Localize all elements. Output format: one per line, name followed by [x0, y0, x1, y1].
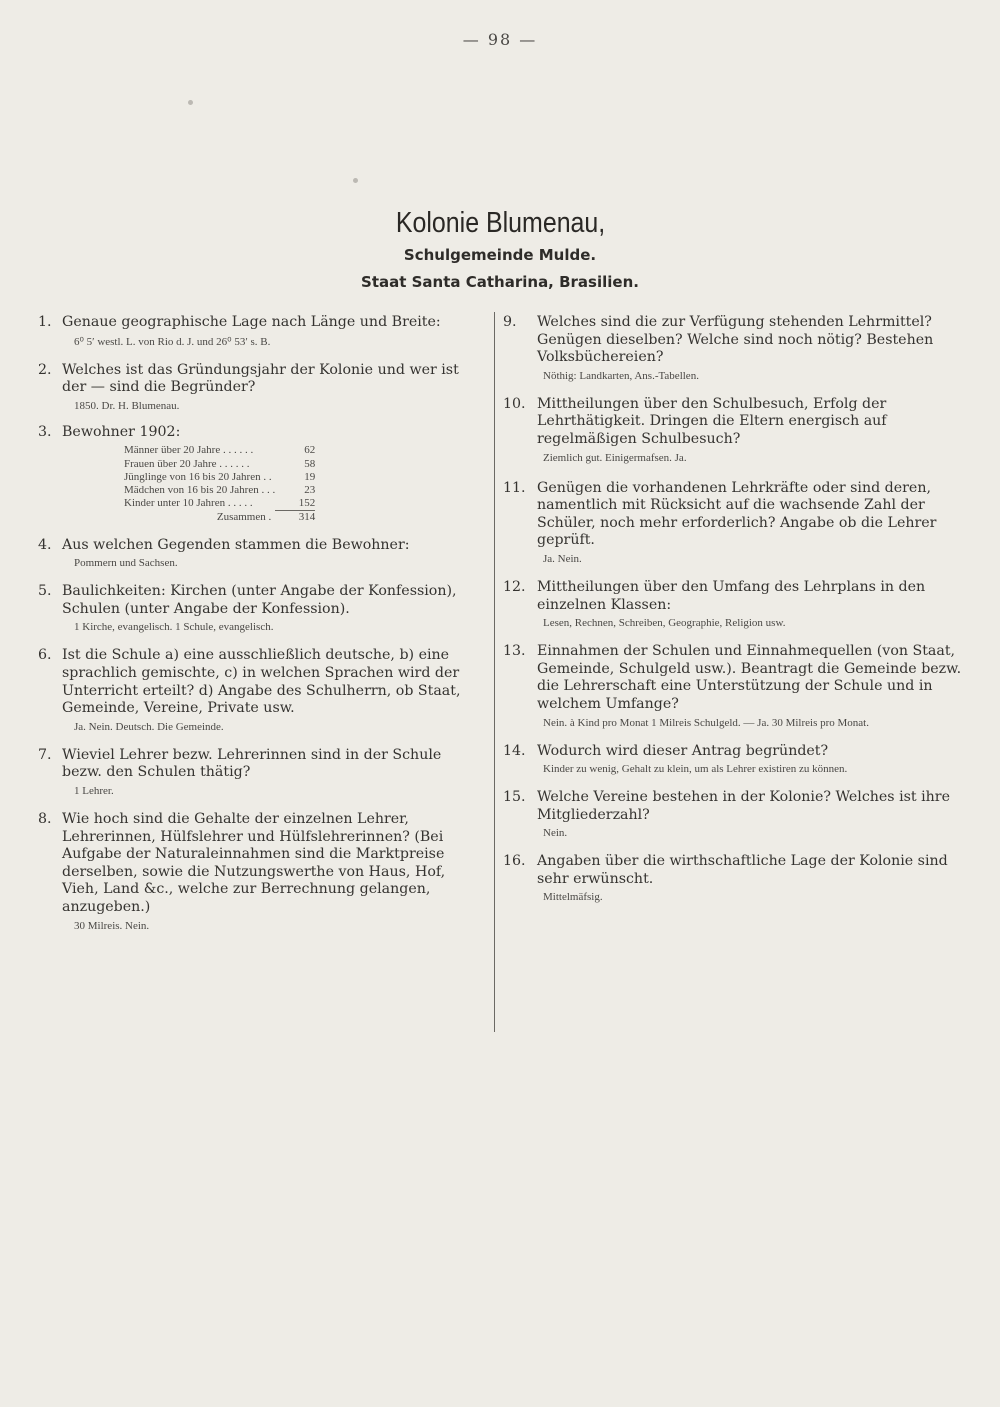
table-total-row [124, 511, 315, 525]
table-cell-label: Jünglinge von 16 bis 20 Jahren . . [124, 470, 272, 483]
question-item [503, 579, 963, 629]
population-table [124, 444, 315, 524]
question-item [503, 314, 963, 382]
table-cell-label: Frauen über 20 Jahre . . . . . . [124, 457, 250, 470]
question-item [38, 811, 485, 932]
question-text: Welches ist das Gründungsjahr der Kolonie und wer ist der — sind die Begründer? [62, 361, 459, 396]
question-text: Wodurch wird dieser Antrag begründet? [537, 742, 829, 759]
table-row [124, 471, 315, 484]
question-number: 2. [38, 361, 52, 378]
question-number: 6. [38, 647, 52, 664]
document-subtitle: Schulgemeinde Mulde. [403, 246, 597, 264]
answer-text: Kinder zu wenig, Gehalt zu klein, um als Lehrer existiren zu können. [543, 763, 848, 776]
question-number: 11. [503, 479, 526, 496]
table-total-label: Zusammen . [216, 511, 272, 524]
question-item [503, 396, 963, 464]
question-item [503, 743, 963, 776]
question-text: Bewohner 1902: [62, 423, 181, 440]
question-item [38, 424, 485, 525]
question-text: Mittheilungen über den Schulbesuch, Erfolg der Lehrthätigkeit. Dringen die Eltern energisch auf regelmäßigen Schulbesuch? [537, 395, 887, 447]
answer-text: Lesen, Rechnen, Schreiben, Geographie, Religion usw. [543, 617, 786, 630]
question-number: 7. [38, 746, 52, 763]
answer-text: 30 Milreis. Nein. [74, 919, 150, 932]
question-text: Genaue geographische Lage nach Länge und Breite: [62, 314, 441, 330]
answer-text: Pommern und Sachsen. [74, 557, 178, 570]
question-number: 15. [503, 789, 526, 806]
answer-text: 1850. Dr. H. Blumenau. [74, 399, 180, 412]
question-item [38, 314, 485, 348]
document-location: Staat Santa Catharina, Brasilien. [361, 273, 639, 291]
answer-text: 1 Kirche, evangelisch. 1 Schule, evangelisch. [74, 621, 274, 634]
table-cell-label: Männer über 20 Jahre . . . . . . [124, 444, 254, 457]
question-text: Wie hoch sind die Gehalte der einzelnen Lehrer, Lehrerinnen, Hülfslehrer und Hülfslehrerinnen? (Bei Aufgabe der Naturaleinnahmen sind die Marktpreise derselben, sowie die Nutzungswerthe von Haus, Hof, Vieh, Land &c., welche zur Berrechnung gelangen, anzugeben.) [62, 810, 446, 915]
question-text: Welches sind die zur Verfügung stehenden Lehrmittel? Genügen dieselben? Welche sind noch nötig? Bestehen Volksbüchereien? [537, 314, 934, 366]
question-text: Genügen die vorhandenen Lehrkräfte oder sind deren, namentlich mit Rücksicht auf die wachsende Zahl der Schüler, noch mehr erforderlich? Angabe ob die Lehrer geprüft. [537, 479, 937, 549]
answer-text: Nöthig: Landkarten, Ans.-Tabellen. [543, 369, 699, 382]
answer-text: 1 Lehrer. [74, 784, 114, 797]
answer-text: Ja. Nein. Deutsch. Die Gemeinde. [74, 720, 224, 733]
table-cell-value: 19 [304, 470, 316, 483]
question-text: Angaben über die wirthschaftliche Lage der Kolonie sind sehr erwünscht. [537, 853, 948, 887]
document-title: Kolonie Blumenau, [395, 207, 606, 239]
ink-smudge [353, 178, 358, 183]
answer-text: Ja. Nein. [543, 552, 582, 565]
table-cell-value: 62 [304, 444, 316, 457]
question-text: Mittheilungen über den Umfang des Lehrplans in den einzelnen Klassen: [537, 578, 926, 613]
table-row [124, 444, 315, 457]
question-item [503, 480, 963, 565]
table-cell-label: Mädchen von 16 bis 20 Jahren . . . [124, 483, 276, 496]
question-item [38, 537, 485, 570]
question-number: 10. [503, 395, 526, 412]
question-text: Welche Vereine bestehen in der Kolonie? Welches ist ihre Mitgliederzahl? [537, 789, 950, 823]
question-item [38, 747, 485, 797]
question-number: 14. [503, 742, 526, 759]
question-text: Baulichkeiten: Kirchen (unter Angabe der Konfession), Schulen (unter Angabe der Konfession). [62, 583, 457, 617]
table-cell-label: Kinder unter 10 Jahren . . . . . [124, 497, 253, 510]
question-item [38, 583, 485, 633]
table-cell-value: 23 [304, 483, 316, 496]
question-number: 12. [503, 578, 526, 595]
question-number: 1. [38, 314, 52, 330]
table-row [124, 458, 315, 471]
table-cell-value: 152 [275, 497, 315, 511]
question-item [38, 362, 485, 412]
question-item [503, 789, 963, 839]
question-text: Aus welchen Gegenden stammen die Bewohner: [62, 536, 410, 553]
answer-text: Nein. à Kind pro Monat 1 Milreis Schulgeld. — Ja. 30 Milreis pro Monat. [543, 716, 869, 729]
question-number: 13. [503, 643, 526, 660]
question-number: 8. [38, 810, 52, 827]
answer-text: Nein. [543, 827, 568, 840]
answer-text: Mittelmäfsig. [543, 891, 603, 904]
question-number: 4. [38, 536, 52, 553]
table-row [124, 484, 315, 497]
table-total-value: 314 [298, 511, 316, 524]
question-item [503, 643, 963, 728]
question-text: Ist die Schule a) eine ausschließlich deutsche, b) eine sprachlich gemischte, c) in welchen Sprachen wird der Unterricht erteilt? d) Angabe des Schulherrn, ob Staat, Gemeinde, Vereine, Private usw. [62, 647, 461, 717]
question-text: Einnahmen der Schulen und Einnahmequellen (von Staat, Gemeinde, Schulgeld usw.). Beantragt die Gemeinde bezw. die Lehrerschaft eine Unterstützung der Schule und in welchem Umfange? [537, 643, 962, 712]
column-divider [494, 312, 495, 1032]
right-column [503, 314, 963, 903]
table-cell-value: 58 [304, 457, 316, 470]
page-number: — 98 — [462, 30, 538, 49]
ink-smudge [188, 100, 193, 105]
question-item [503, 853, 963, 903]
left-column [38, 314, 485, 932]
question-item [38, 647, 485, 732]
answer-text: Ziemlich gut. Einigermafsen. Ja. [543, 451, 687, 464]
question-number: 3. [38, 423, 52, 440]
question-number: 5. [38, 583, 52, 600]
question-text: Wieviel Lehrer bezw. Lehrerinnen sind in der Schule bezw. den Schulen thätig? [62, 746, 442, 781]
question-number: 9. [503, 314, 517, 330]
answer-text: 6⁰ 5′ westl. L. von Rio d. J. und 26⁰ 53′ s. B. [74, 335, 271, 348]
table-row [124, 497, 315, 511]
question-number: 16. [503, 853, 526, 870]
